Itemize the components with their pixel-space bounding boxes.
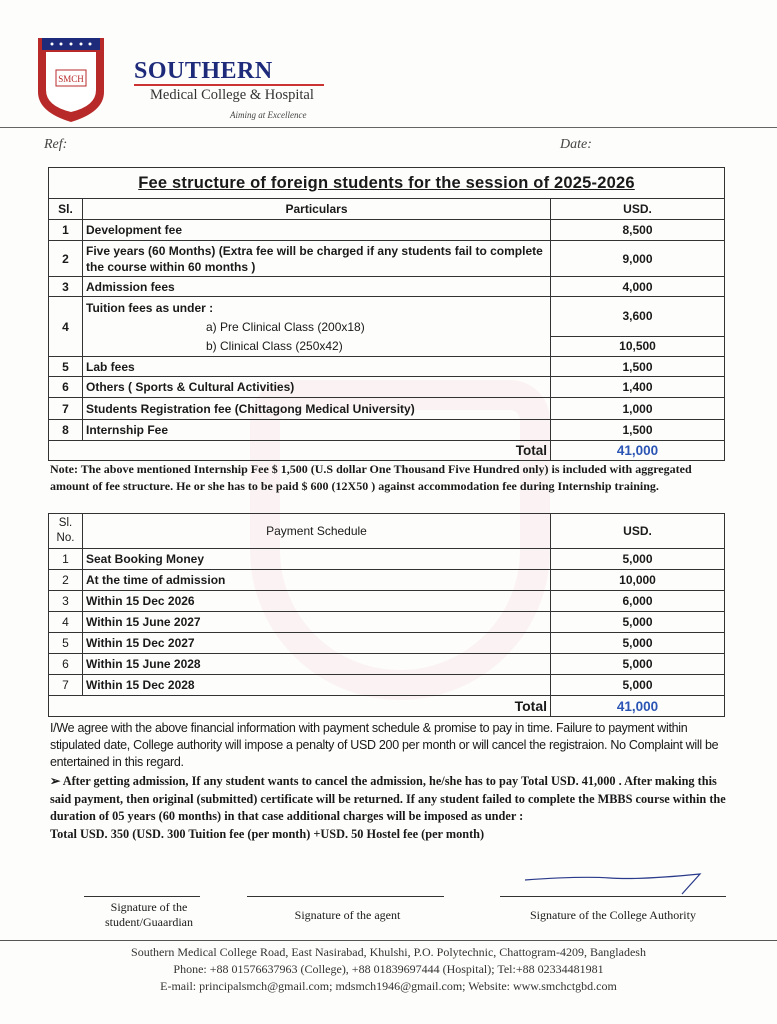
agent-signature-label: Signature of the agent bbox=[294, 908, 401, 922]
extra-charges-text: Total USD. 350 (USD. 300 Tuition fee (per month) +USD. 50 Hostel fee (per month) bbox=[50, 826, 485, 841]
payment-row bbox=[49, 549, 725, 570]
row-sl: 4 bbox=[49, 297, 83, 357]
internship-note: Note: The above mentioned Internship Fee $ 1,500 (U.S dollar One Thousand Five Hundred only) is included with aggregated amount of fee structure. He or she has to be paid $ 600 (12X50 ) against accommodation fee during Internship training. bbox=[50, 462, 692, 493]
row-schedule: Within 15 Dec 2026 bbox=[83, 591, 551, 612]
row-schedule: At the time of admission bbox=[83, 570, 551, 591]
ref-label: Ref: bbox=[44, 137, 68, 152]
fee-total-value: 41,000 bbox=[551, 441, 725, 461]
header-sl: Sl. bbox=[49, 199, 83, 220]
payment-row bbox=[49, 675, 725, 696]
row-schedule: Within 15 Dec 2027 bbox=[83, 633, 551, 654]
payment-row bbox=[49, 570, 725, 591]
row-particulars: Internship Fee bbox=[83, 420, 551, 441]
payment-total-value: 41,000 bbox=[551, 696, 725, 717]
row-usd-b: 10,500 bbox=[551, 336, 725, 356]
row-schedule: Within 15 June 2028 bbox=[83, 654, 551, 675]
authority-signature-line bbox=[500, 896, 726, 897]
row-particulars: Tuition fees as under : bbox=[86, 301, 214, 315]
row-usd: 5,000 bbox=[551, 633, 725, 654]
row-sl: 8 bbox=[49, 420, 83, 441]
footer-email: E-mail: principalsmch@gmail.com; mdsmch1946@gmail.com; Website: www.smchctgbd.com bbox=[160, 979, 617, 993]
row-sl: 1 bbox=[49, 549, 83, 570]
fee-row bbox=[49, 357, 725, 377]
row-schedule: Within 15 June 2027 bbox=[83, 612, 551, 633]
college-subtitle: Medical College & Hospital bbox=[150, 87, 314, 103]
payment-row bbox=[49, 633, 725, 654]
row-sl: 7 bbox=[49, 675, 83, 696]
row-particulars: Development fee bbox=[83, 220, 551, 241]
row-usd: 10,000 bbox=[551, 570, 725, 591]
row-usd: 1,500 bbox=[551, 420, 725, 441]
row-usd: 5,000 bbox=[551, 612, 725, 633]
header-usd: USD. bbox=[551, 199, 725, 220]
fee-row bbox=[49, 220, 725, 241]
brand-underline bbox=[134, 84, 324, 86]
cancellation-text: ➢ After getting admission, If any student wants to cancel the admission, he/she has to pay Total USD. 41,000 . After making this said payment, then original (submitted) certificate will be returned. If any student failed to complete the MBBS course within the duration of 05 years (60 months) in that case additional charges will be imposed as under : bbox=[50, 774, 726, 823]
row-sl: 3 bbox=[49, 277, 83, 297]
row-schedule: Within 15 Dec 2028 bbox=[83, 675, 551, 696]
fee-row bbox=[49, 377, 725, 398]
row-sl: 4 bbox=[49, 612, 83, 633]
fee-row bbox=[49, 241, 725, 277]
header-usd: USD. bbox=[551, 514, 725, 549]
row-sl: 6 bbox=[49, 654, 83, 675]
student-signature-label: Signature of the student/Guaardian bbox=[105, 900, 193, 929]
row-usd: 5,000 bbox=[551, 549, 725, 570]
row-sub-a: a) Pre Clinical Class (200x18) bbox=[206, 320, 365, 334]
authority-signature-label: Signature of the College Authority bbox=[530, 908, 696, 922]
row-usd: 4,000 bbox=[551, 277, 725, 297]
footer-phone: Phone: +88 01576637963 (College), +88 01839697444 (Hospital); Tel:+88 02334481981 bbox=[173, 962, 604, 976]
row-sl: 5 bbox=[49, 633, 83, 654]
row-sl: 7 bbox=[49, 398, 83, 420]
row-sl: 6 bbox=[49, 377, 83, 398]
payment-row bbox=[49, 612, 725, 633]
cancellation-policy bbox=[50, 773, 740, 843]
footer bbox=[0, 944, 777, 995]
row-sl: 2 bbox=[49, 570, 83, 591]
row-usd: 5,000 bbox=[551, 675, 725, 696]
row-sl: 5 bbox=[49, 357, 83, 377]
row-sl: 1 bbox=[49, 220, 83, 241]
footer-address: Southern Medical College Road, East Nasirabad, Khulshi, P.O. Polytechnic, Chattogram-4209, Bangladesh bbox=[131, 945, 646, 959]
authority-signature bbox=[520, 866, 710, 896]
row-schedule: Seat Booking Money bbox=[83, 549, 551, 570]
college-motto: Aiming at Excellence bbox=[230, 110, 307, 120]
row-sub-b: b) Clinical Class (250x42) bbox=[206, 339, 343, 353]
fee-row bbox=[49, 297, 725, 337]
row-particulars: Others ( Sports & Cultural Activities) bbox=[83, 377, 551, 398]
row-usd: 5,000 bbox=[551, 654, 725, 675]
fee-row bbox=[49, 420, 725, 441]
row-particulars: Five years (60 Months) (Extra fee will be charged if any students fail to complete the course within 60 months ) bbox=[83, 241, 551, 277]
fee-row bbox=[49, 398, 725, 420]
row-particulars: Students Registration fee (Chittagong Medical University) bbox=[83, 398, 551, 420]
agent-signature-line bbox=[247, 896, 444, 897]
footer-divider bbox=[0, 940, 777, 941]
college-logo bbox=[30, 32, 112, 124]
date-label: Date: bbox=[560, 137, 592, 152]
row-particulars: Admission fees bbox=[83, 277, 551, 297]
fee-table-title: Fee structure of foreign students for the session of 2025-2026 bbox=[49, 168, 725, 199]
row-usd: 8,500 bbox=[551, 220, 725, 241]
college-name: SOUTHERN bbox=[134, 58, 273, 84]
row-usd: 1,000 bbox=[551, 398, 725, 420]
row-usd: 1,500 bbox=[551, 357, 725, 377]
logo-text: SMCH bbox=[58, 74, 84, 84]
payment-schedule-table bbox=[48, 513, 725, 717]
payment-row bbox=[49, 591, 725, 612]
row-sl: 2 bbox=[49, 241, 83, 277]
row-sl: 3 bbox=[49, 591, 83, 612]
row-usd-a: 3,600 bbox=[551, 297, 725, 337]
agreement-text: I/We agree with the above financial information with payment schedule & promise to pay in time. Failure to payment within stipulated date, College authority will impose a penalty of USD 200 per month or will cancel the registraion. No Complaint will be entertained in this regard. bbox=[50, 721, 719, 769]
header-divider bbox=[0, 127, 777, 128]
payment-row bbox=[49, 654, 725, 675]
row-particulars: Lab fees bbox=[83, 357, 551, 377]
header-payment-schedule: Payment Schedule bbox=[83, 514, 551, 549]
fee-total-label: Total bbox=[49, 441, 551, 461]
row-usd: 1,400 bbox=[551, 377, 725, 398]
fee-structure-table bbox=[48, 167, 725, 461]
fee-row bbox=[49, 277, 725, 297]
student-signature-line bbox=[84, 896, 200, 897]
row-usd: 6,000 bbox=[551, 591, 725, 612]
row-usd: 9,000 bbox=[551, 241, 725, 277]
payment-total-label: Total bbox=[49, 696, 551, 717]
header-sl-no: Sl. No. bbox=[49, 514, 83, 549]
header-particulars: Particulars bbox=[83, 199, 551, 220]
